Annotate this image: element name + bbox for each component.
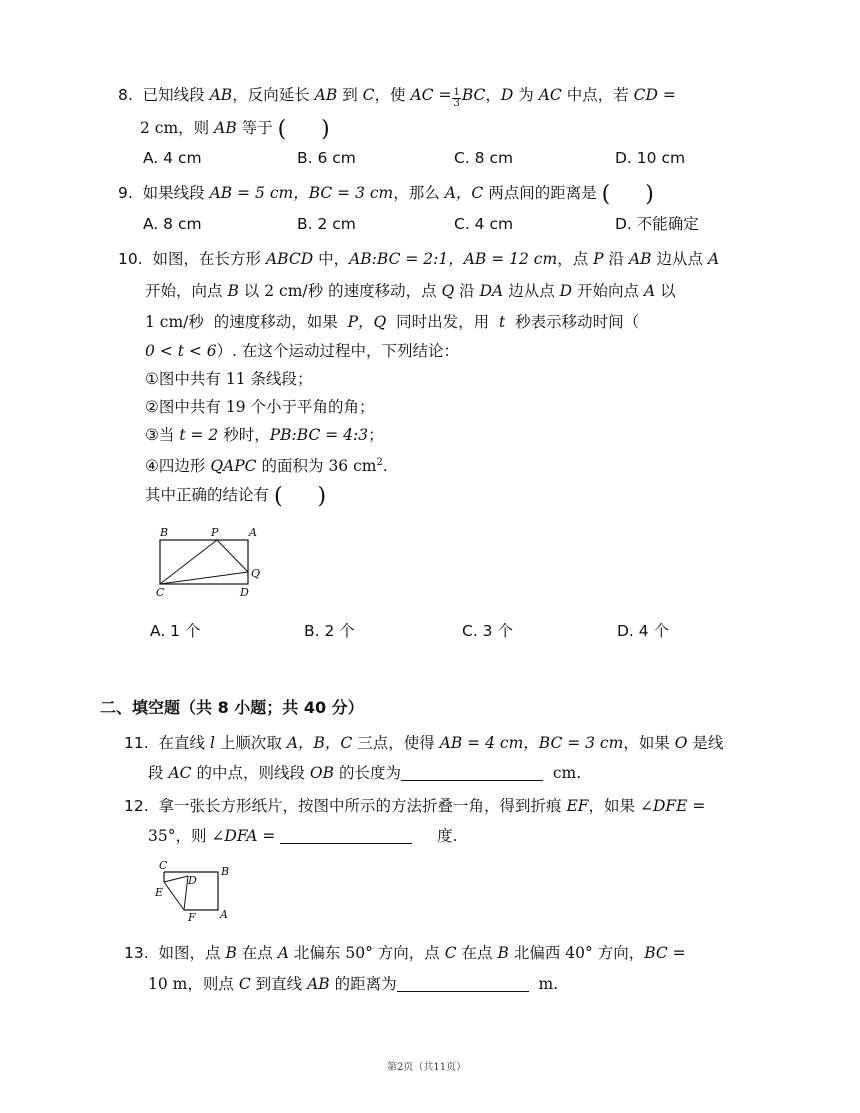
label-a2: A bbox=[220, 908, 228, 921]
question-13-line-2: 10 m，则点 C 到直线 AB 的距离为 m. bbox=[148, 975, 559, 993]
rectangle-abcd-figure bbox=[150, 522, 270, 602]
question-10-line-1: 10. 如图，在长方形 ABCD 中，AB:BC = 2:1，AB = 12 cm，点 P 沿 AB 边从点 A bbox=[118, 250, 720, 268]
question-10-line-3: 1 cm/秒 的速度移动，如果 P，Q 同时出发，用 t 秒表示移动时间（ bbox=[145, 313, 640, 331]
q10-option-b[interactable]: B. 2 个 bbox=[304, 622, 355, 640]
q8-option-d[interactable]: D. 10 cm bbox=[615, 149, 686, 167]
fraction-one-third: $\frac{1}{3}$ bbox=[453, 87, 460, 109]
label-p: P bbox=[211, 526, 219, 539]
question-10-line-4: 0 < t < 6）. 在这个运动过程中，下列结论： bbox=[145, 342, 459, 360]
q11-answer-blank[interactable] bbox=[401, 764, 543, 781]
page-footer: 第2页（共11页） bbox=[387, 1062, 467, 1073]
q10-option-a[interactable]: A. 1 个 bbox=[150, 622, 201, 640]
statement-2: ②图中共有 19 个小于平角的角； bbox=[145, 398, 375, 416]
q9-option-b[interactable]: B. 2 cm bbox=[297, 215, 356, 233]
section-title: 二、填空题（共 8 小题；共 40 分） bbox=[100, 698, 364, 717]
label-c2: C bbox=[159, 859, 168, 872]
q10-option-c[interactable]: C. 3 个 bbox=[462, 622, 513, 640]
label-b2: B bbox=[221, 865, 230, 878]
q12-answer-blank[interactable] bbox=[280, 827, 412, 844]
q9-option-d[interactable]: D. 不能确定 bbox=[615, 215, 699, 233]
label-d: D bbox=[240, 586, 249, 599]
statement-4: ④四边形 QAPC 的面积为 36 $cm^2$. bbox=[145, 457, 388, 476]
q9-option-a[interactable]: A. 8 cm bbox=[143, 215, 202, 233]
question-10-ask: 其中正确的结论有 ( ) bbox=[145, 484, 327, 509]
q10-option-d[interactable]: D. 4 个 bbox=[617, 622, 670, 640]
label-e2: E bbox=[155, 886, 164, 899]
label-f2: F bbox=[188, 911, 196, 923]
question-9-line-1: 9. 如果线段 AB = 5 cm，BC = 3 cm，那么 A，C 两点间的距离是 ( ) bbox=[118, 182, 654, 207]
label-q: Q bbox=[251, 567, 261, 580]
question-10-line-2: 开始，向点 B 以 2 cm/秒 的速度移动，点 Q 沿 DA 边从点 D 开始向点 A 以 bbox=[145, 282, 676, 300]
folded-paper-figure bbox=[150, 858, 240, 923]
q13-answer-blank[interactable] bbox=[397, 975, 529, 992]
label-a: A bbox=[249, 526, 257, 539]
q8-option-a[interactable]: A. 4 cm bbox=[143, 149, 202, 167]
label-b: B bbox=[160, 526, 169, 539]
question-11-line-2: 段 AC 的中点，则线段 OB 的长度为 cm. bbox=[148, 764, 582, 782]
q9-option-c[interactable]: C. 4 cm bbox=[454, 215, 514, 233]
question-12-line-2: 35°，则 ∠DFA = 度. bbox=[148, 827, 458, 845]
question-12-line-1: 12. 拿一张长方形纸片，按图中所示的方法折叠一角，得到折痕 EF，如果 ∠DFE = bbox=[124, 797, 706, 815]
label-c: C bbox=[156, 586, 165, 599]
label-d2: D bbox=[188, 874, 197, 887]
statement-3: ③当 t = 2 秒时，PB:BC = 4:3； bbox=[145, 426, 384, 444]
question-8-line-2: 2 cm，则 AB 等于 ( ) bbox=[140, 117, 330, 142]
q8-option-b[interactable]: B. 6 cm bbox=[297, 149, 356, 167]
q8-option-c[interactable]: C. 8 cm bbox=[454, 149, 514, 167]
statement-1: ①图中共有 11 条线段； bbox=[145, 370, 313, 388]
question-11-line-1: 11. 在直线 l 上顺次取 A，B，C 三点，使得 AB = 4 cm，BC = 3 cm，如果 O 是线 bbox=[124, 734, 724, 752]
question-8-line-1: 8. 已知线段 AB，反向延长 AB 到 C，使 AC = $\frac{1}{3}$ BC，D 为 AC 中点，若 CD = bbox=[118, 86, 676, 109]
question-13-line-1: 13. 如图，点 B 在点 A 北偏东 50° 方向，点 C 在点 B 北偏西 40° 方向，BC = bbox=[124, 944, 686, 962]
